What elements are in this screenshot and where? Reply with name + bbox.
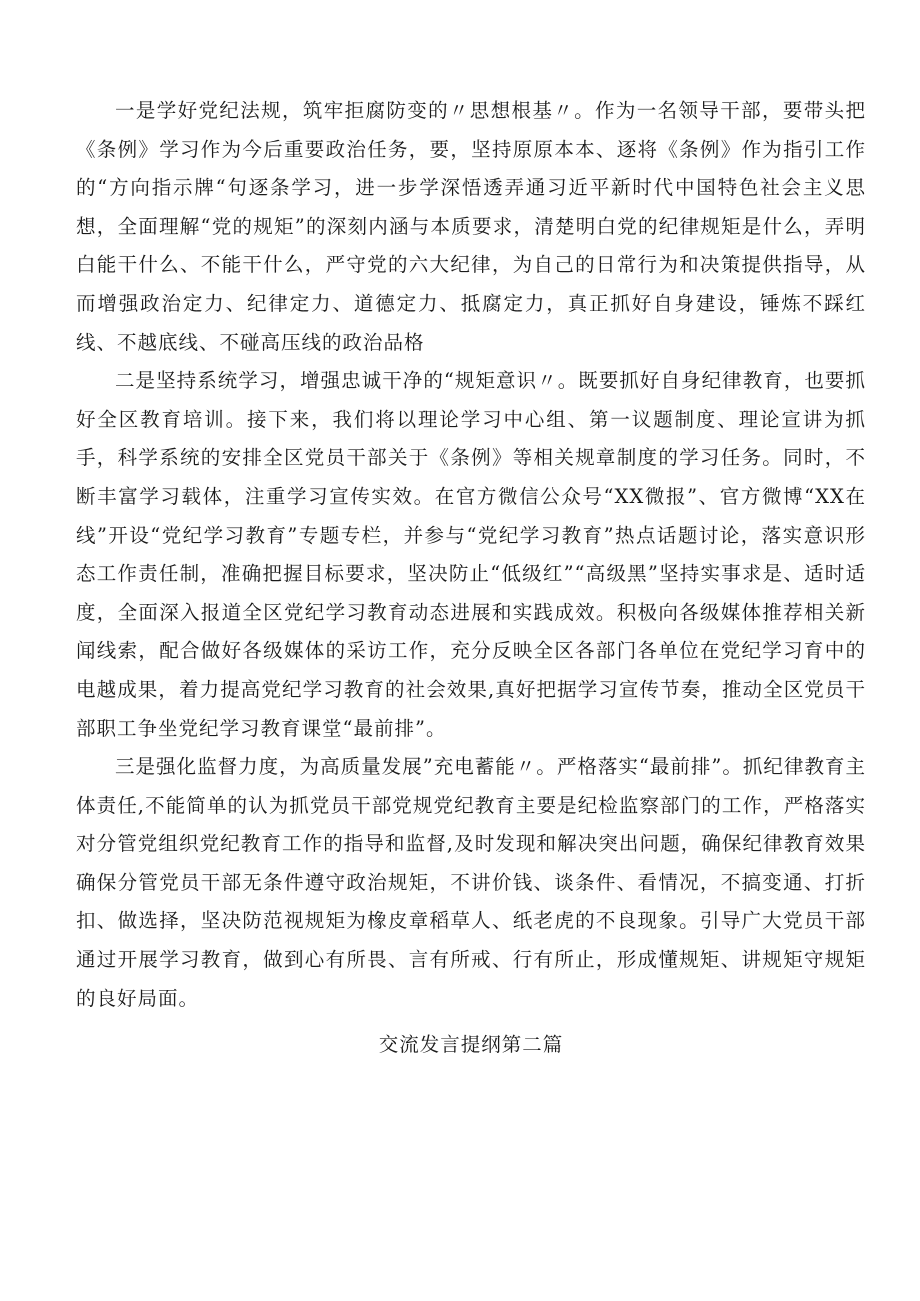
paragraph-2: 二是坚持系统学习，增强忠诚干净的“规矩意识〃。既要抓好自身纪律教育，也要抓好全区教育培训。接下来，我们将以理论学习中心组、第一议题制度、理论宣讲为抓手，科学系统的安排全区党员干部关于《条例》等相关规章制度的学习任务。同时，不断丰富学习载体，注重学习宣传实效。在官方微信公众号“XX微报”、官方微博“XX在线”开设“党纪学习教育”专题专栏，并参与“党纪学习教育”热点话题讨论，落实意识形态工作责任制，准确把握目标要求，坚决防止“低级红”“高级黑”坚持实事求是、适时适度，全面深入报道全区党纪学习教育动态进展和实践成效。积极向各级媒体推荐相关新闻线索，配合做好各级媒体的采访工作，充分反映全区各部门各单位在党纪学习育中的电越成果，着力提高党纪学习教育的社会效果,真好把据学习宣传节奏，推动全区党员干部职工争坐党纪学习教育课堂“最前排”。 bbox=[76, 369, 866, 740]
paragraph-1: 一是学好党纪法规，筑牢拒腐防变的〃思想根基〃。作为一名领导干部，要带头把《条例》学习作为今后重要政治任务，要，坚持原原本本、逐将《条例》作为指引工作的“方向指示牌“句逐条学习，进一步学深悟透弄通习近平新时代中国特色社会主义思想，全面理解“党的规矩”的深刻内涵与本质要求，清楚明白党的纪律规矩是什么，弄明白能干什么、不能干什么，严守党的六大纪律，为自己的日常行为和决策提供指导，从而增强政治定力、纪律定力、道德定力、抵腐定力，真正抓好自身建设，锤炼不踩红线、不越底线、不碰高压线的政治品格 bbox=[76, 99, 866, 354]
document-page bbox=[76, 92, 866, 1065]
section-heading: 交流发言提纲第二篇 bbox=[378, 1033, 564, 1057]
paragraph-3: 三是强化监督力度，为高质量发展”充电蓄能〃。严格落实“最前排”。抓纪律教育主体责任,不能简单的认为抓党员干部党规党纪教育主要是纪检监察部门的工作，严格落实对分管党组织党纪教育工作的指导和监督,及时发现和解决突出问题，确保纪律教育效果确保分管党员干部无条件遵守政治规矩，不讲价钱、谈条件、看情况，不搞变通、打折扣、做选择，坚决防范视规矩为橡皮章稻草人、纸老虎的不良现象。引导广大党员干部通过开展学习教育，做到心有所畏、言有所戒、行有所止，形成懂规矩、讲规矩守规矩的良好局面。 bbox=[76, 755, 866, 1010]
